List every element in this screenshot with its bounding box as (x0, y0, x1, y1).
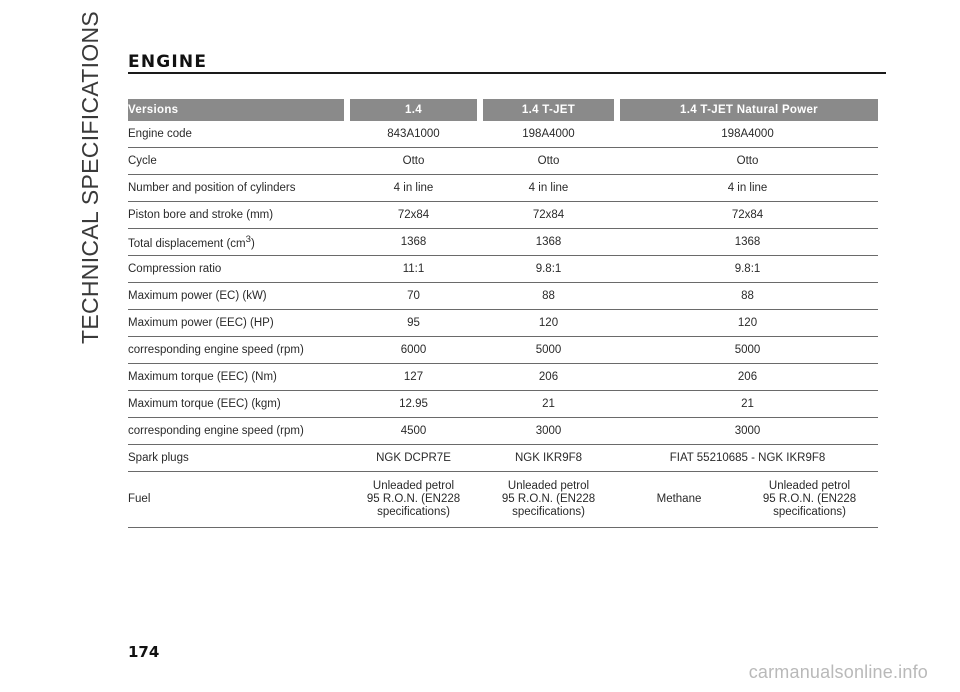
cell-v2: 4 in line (480, 175, 617, 202)
cell-v1: 12.95 (347, 391, 480, 418)
table-row (128, 229, 878, 256)
table-row (128, 310, 878, 337)
cell-fuel-v3-methane: Methane (617, 472, 741, 528)
cell-v1: 4500 (347, 418, 480, 445)
row-label (128, 364, 347, 391)
row-label-text: Piston bore and stroke (mm) (128, 209, 274, 221)
cell-v3: 88 (617, 283, 878, 310)
row-label-text: Spark plugs (128, 452, 189, 464)
table-row (128, 175, 878, 202)
cell-v1: 95 (347, 310, 480, 337)
row-label (128, 202, 347, 229)
row-label-text: corresponding engine speed (rpm) (128, 344, 304, 356)
cell-v1: 4 in line (347, 175, 480, 202)
row-label-text: Compression ratio (128, 263, 222, 275)
row-label-text: Maximum torque (EEC) (kgm) (128, 398, 281, 410)
table-row (128, 391, 878, 418)
cell-v2: 206 (480, 364, 617, 391)
row-label (128, 283, 347, 310)
header-version-1-4: 1.4 (347, 99, 480, 121)
cell-v1: 6000 (347, 337, 480, 364)
cell-v3: 4 in line (617, 175, 878, 202)
page-number: 174 (128, 643, 160, 661)
cell-v3: FIAT 55210685 - NGK IKR9F8 (617, 445, 878, 472)
side-section-title: TECHNICAL SPECIFICATIONS (77, 10, 103, 344)
header-versions: Versions (128, 99, 347, 121)
cell-v3: 206 (617, 364, 878, 391)
cell-v2: 5000 (480, 337, 617, 364)
row-label (128, 148, 347, 175)
cell-v3: 5000 (617, 337, 878, 364)
table-row (128, 364, 878, 391)
cell-v3: 72x84 (617, 202, 878, 229)
row-label-fuel: Fuel (128, 472, 347, 528)
cell-v2: 198A4000 (480, 121, 617, 148)
cell-v2: Otto (480, 148, 617, 175)
cell-v2: 88 (480, 283, 617, 310)
row-label (128, 121, 347, 148)
table-row (128, 121, 878, 148)
cell-v1: NGK DCPR7E (347, 445, 480, 472)
row-label-text: corresponding engine speed (rpm) (128, 425, 304, 437)
table-row-fuel (128, 472, 878, 528)
row-label (128, 256, 347, 283)
row-label-tail: ) (250, 237, 255, 250)
cell-v3: Otto (617, 148, 878, 175)
row-label-text: Maximum power (EEC) (HP) (128, 317, 274, 329)
row-label (128, 310, 347, 337)
cell-v2: 1368 (480, 229, 617, 256)
cell-v3: 1368 (617, 229, 878, 256)
row-label-text: Maximum torque (EEC) (Nm) (128, 371, 277, 383)
row-label (128, 175, 347, 202)
cell-v1: Otto (347, 148, 480, 175)
row-label (128, 418, 347, 445)
cell-v3: 21 (617, 391, 878, 418)
table-row (128, 337, 878, 364)
row-label (128, 337, 347, 364)
cell-fuel-v3-petrol: Unleaded petrol 95 R.O.N. (EN228 specifications) (741, 472, 878, 528)
cell-v1: 1368 (347, 229, 480, 256)
title-rule (128, 72, 886, 74)
watermark-text: carmanualsonline.info (748, 662, 928, 682)
cell-v3: 198A4000 (617, 121, 878, 148)
row-label (128, 391, 347, 418)
row-label-superscript: 3 (245, 234, 251, 246)
cell-v2: 120 (480, 310, 617, 337)
table-row (128, 256, 878, 283)
row-label-text: Maximum power (EC) (kW) (128, 290, 267, 302)
table-row (128, 445, 878, 472)
cell-v1: 72x84 (347, 202, 480, 229)
cell-fuel-v1: Unleaded petrol 95 R.O.N. (EN228 specifications) (347, 472, 480, 528)
cell-v3: 3000 (617, 418, 878, 445)
row-label-text: Total displacement (cm (128, 237, 246, 250)
cell-v2: 9.8:1 (480, 256, 617, 283)
table-row (128, 418, 878, 445)
cell-v2: 21 (480, 391, 617, 418)
cell-v2: 72x84 (480, 202, 617, 229)
section-title: ENGINE (128, 52, 208, 72)
cell-fuel-v2: Unleaded petrol 95 R.O.N. (EN228 specifications) (480, 472, 617, 528)
table-row (128, 202, 878, 229)
row-label (128, 445, 347, 472)
cell-v2: NGK IKR9F8 (480, 445, 617, 472)
cell-v3: 9.8:1 (617, 256, 878, 283)
row-label-text: Engine code (128, 128, 192, 140)
header-version-1-4-tjet: 1.4 T-JET (480, 99, 617, 121)
engine-spec-table (128, 99, 878, 528)
row-label-text: Number and position of cylinders (128, 182, 296, 194)
row-label (128, 229, 347, 256)
cell-v3: 120 (617, 310, 878, 337)
cell-v1: 11:1 (347, 256, 480, 283)
row-label-text: Cycle (128, 155, 157, 167)
cell-v1: 127 (347, 364, 480, 391)
cell-v1: 70 (347, 283, 480, 310)
cell-v1: 843A1000 (347, 121, 480, 148)
table-row (128, 148, 878, 175)
table-header-row (128, 99, 878, 121)
table-row (128, 283, 878, 310)
cell-v2: 3000 (480, 418, 617, 445)
header-version-1-4-tjet-natural-power: 1.4 T-JET Natural Power (617, 99, 878, 121)
